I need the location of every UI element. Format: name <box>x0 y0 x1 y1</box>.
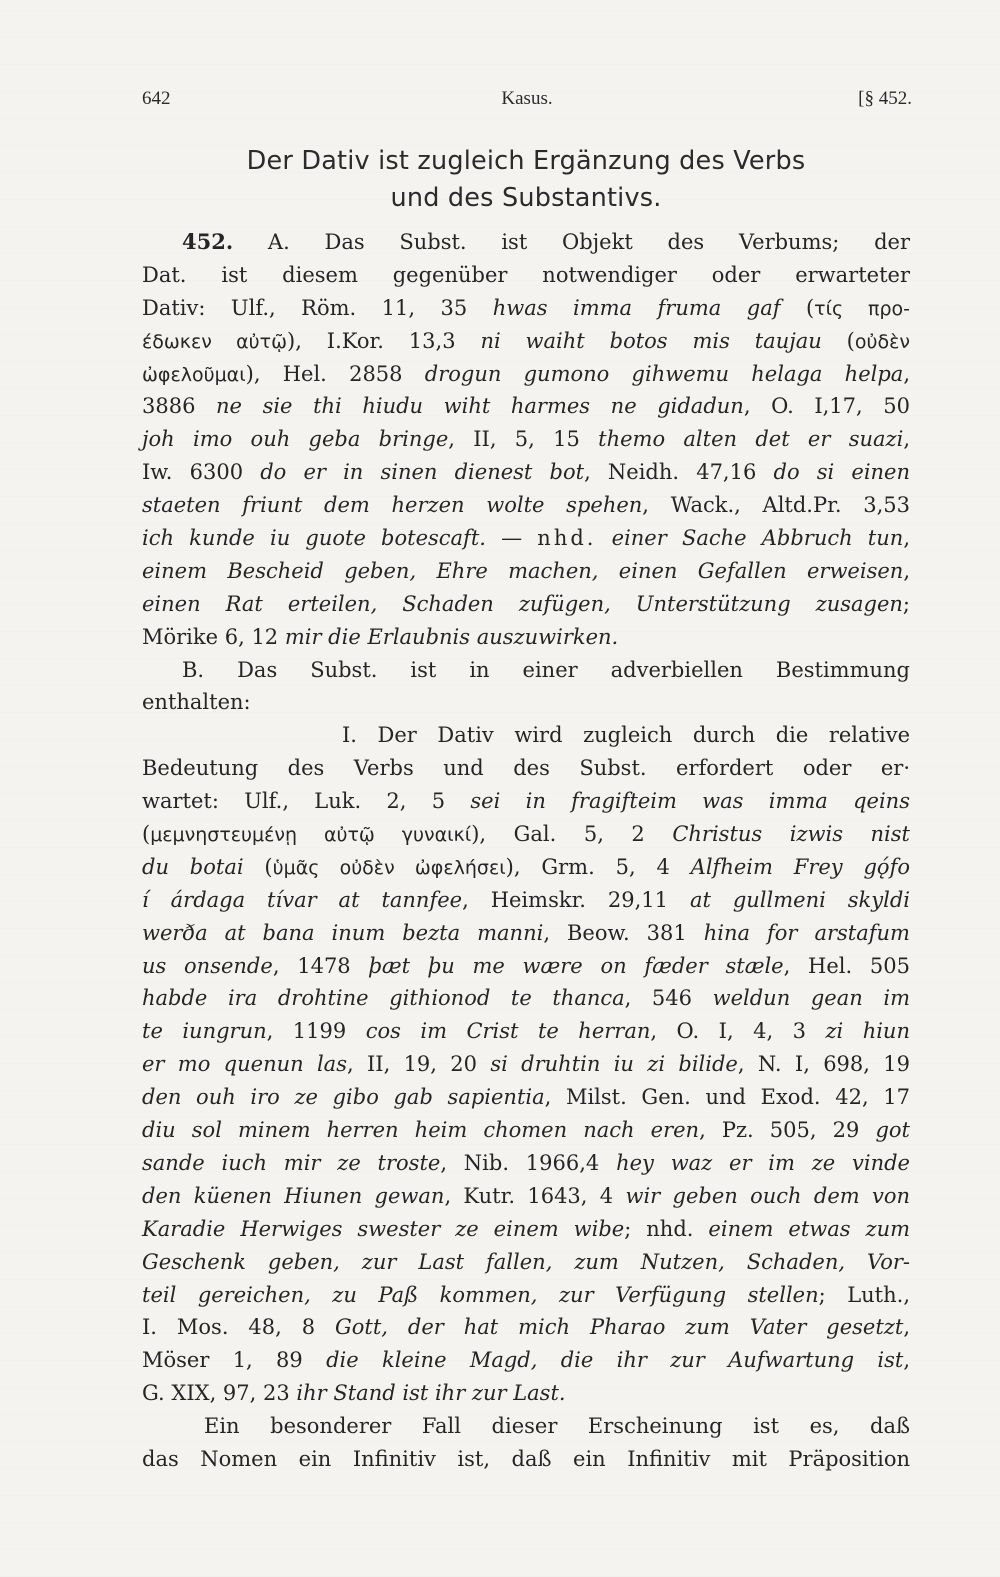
italic-quotation: hey waz er im ze vinde <box>616 1150 910 1175</box>
greek-text: ὑμᾶς οὐδὲν ὠφελήσει <box>272 856 506 879</box>
text-segment: , <box>903 427 910 452</box>
greek-text: οὐδὲν <box>854 330 910 353</box>
section-heading-line-1: Der Dativ ist zugleich Ergänzung des Verbs <box>246 146 806 176</box>
italic-quotation: einer Sache Abbruch tun <box>611 526 904 551</box>
text-segment: , <box>903 526 910 551</box>
text-segment: Möser 1, 89 <box>142 1348 327 1373</box>
italic-quotation: er mo quenun las <box>142 1052 347 1077</box>
body-text <box>142 226 910 1476</box>
italic-quotation: ich kunde iu guote botescaft. <box>142 526 486 551</box>
italic-quotation: joh imo ouh geba bringe <box>142 427 449 452</box>
paragraph-number: 452. <box>182 229 234 254</box>
text-segment: , Milst. Gen. und Exod. 42, 17 <box>544 1085 910 1110</box>
italic-quotation: si druhtin iu zi bilide <box>490 1052 738 1077</box>
greek-text: ὠφελοῦμαι <box>142 363 246 386</box>
greek-text: έδωκεν αὐτῷ <box>142 330 288 353</box>
italic-quotation: hina for arstafum <box>703 920 910 945</box>
text-line <box>142 1213 910 1246</box>
text-segment: , O. I,17, 50 <box>743 394 910 419</box>
italic-quotation: at gullmeni skyldi <box>689 887 910 912</box>
italic-quotation: cos im Crist te herran <box>365 1019 651 1044</box>
text-line <box>142 1377 910 1410</box>
italic-quotation: die kleine Magd, die ihr zur Aufwartung ist <box>326 1348 904 1373</box>
italic-quotation: Christus izwis nist <box>672 822 910 847</box>
section-heading-line-2: und des Substantivs. <box>390 183 662 213</box>
text-segment: I. Der Dativ wird zugleich durch die relative <box>342 723 910 748</box>
text-segment: , 1478 <box>272 953 369 978</box>
text-line <box>142 752 910 785</box>
text-line <box>142 785 910 818</box>
text-line <box>142 358 910 391</box>
running-head <box>142 88 912 112</box>
italic-quotation: wir geben ouch dem von <box>625 1183 911 1208</box>
text-line <box>142 489 910 522</box>
text-line <box>142 982 910 1015</box>
text-segment: , <box>903 1315 910 1340</box>
italic-quotation: Geschenk geben, zur Last fallen, zum Nutzen, Schaden, Vor- <box>142 1249 910 1274</box>
italic-quotation: den ouh iro ze gibo gab sapientia <box>142 1085 545 1110</box>
text-line <box>142 621 910 654</box>
text-line <box>142 654 910 687</box>
text-line <box>142 1311 910 1344</box>
text-segment: G. XIX, 97, 23 <box>142 1381 297 1406</box>
text-line <box>142 226 910 259</box>
text-line <box>142 1147 910 1180</box>
italic-quotation: habde ira drohtine githionod te thanca <box>142 986 625 1011</box>
italic-quotation: drogun gumono gihwemu helaga helpa <box>424 361 904 386</box>
italic-quotation: einen Rat erteilen, Schaden zufügen, Unterstützung zusagen <box>142 591 903 616</box>
text-line <box>142 292 910 325</box>
text-segment: ( <box>821 328 855 353</box>
italic-quotation: got <box>875 1118 910 1143</box>
text-segment: , II, 19, 20 <box>346 1052 491 1077</box>
italic-quotation: zi hiun <box>825 1019 910 1044</box>
text-segment: Ein besonderer Fall dieser Erscheinung ist es, daß <box>204 1414 910 1439</box>
text-segment: Dat. ist diesem gegenüber notwendiger oder erwarteter <box>142 262 910 287</box>
italic-quotation: ne sie thi hiudu wiht harmes ne gidadun <box>216 394 744 419</box>
italic-quotation: teil gereichen, zu Paß kommen, zur Verfügung stellen <box>142 1282 819 1307</box>
text-segment: 3886 <box>142 394 217 419</box>
text-line <box>142 1015 910 1048</box>
text-segment: enthalten: <box>142 690 251 715</box>
italic-quotation: du botai <box>142 854 244 879</box>
text-segment: — <box>485 526 538 551</box>
italic-quotation: einem etwas zum <box>708 1216 911 1241</box>
text-line <box>142 1410 910 1443</box>
text-segment: , Hel. 505 <box>783 953 910 978</box>
italic-quotation: sande iuch mir ze troste <box>142 1150 441 1175</box>
italic-quotation: þæt þu me wære on fæder stæle <box>368 953 784 978</box>
text-segment: , Beow. 381 <box>543 920 704 945</box>
text-segment: , Neidh. 47,16 <box>584 460 774 485</box>
text-line <box>142 1114 910 1147</box>
text-line <box>142 456 910 489</box>
italic-quotation: mir die Erlaubnis auszuwirken. <box>284 624 619 649</box>
text-segment: , Pz. 505, 29 <box>699 1118 876 1143</box>
italic-quotation: í árdaga tívar at tannfee <box>142 887 463 912</box>
italic-quotation: hwas imma fruma gaf <box>492 295 781 320</box>
text-segment: Dativ: Ulf., Röm. 11, 35 <box>142 295 493 320</box>
text-segment: , Kutr. 1643, 4 <box>444 1183 626 1208</box>
italic-quotation: werða at bana inum bezta manni <box>142 920 544 945</box>
italic-quotation: einem Bescheid geben, Ehre machen, einen Gefallen erweisen <box>142 558 904 583</box>
text-line <box>142 423 910 456</box>
text-segment: wartet: Ulf., Luk. 2, 5 <box>142 789 471 814</box>
text-line <box>142 522 910 555</box>
text-segment: , <box>903 361 910 386</box>
text-line <box>142 1246 910 1279</box>
text-segment: B. Das Subst. ist in einer adverbiellen Bestimmung <box>182 657 910 682</box>
text-line <box>142 325 910 358</box>
text-segment: , <box>903 1348 910 1373</box>
text-segment: ), Grm. 5, 4 <box>505 854 691 879</box>
text-segment: Bedeutung des Verbs und des Subst. erfordert oder er· <box>142 756 910 781</box>
text-segment: ; <box>902 591 910 616</box>
text-line <box>142 1443 910 1476</box>
greek-text: μεμνηστευμένῃ αὐτῷ γυναικί <box>150 824 472 847</box>
italic-quotation: staeten friunt dem herzen wolte spehen <box>142 493 643 518</box>
section-heading <box>140 143 912 217</box>
text-segment: , II, 5, 15 <box>448 427 599 452</box>
italic-quotation: do er in sinen dienest bot <box>260 460 585 485</box>
italic-quotation: ni waiht botos mis taujau <box>480 328 822 353</box>
italic-quotation: sei in fragifteim was imma qeins <box>470 789 910 814</box>
text-segment: ; nhd. <box>624 1216 709 1241</box>
section-reference: [§ 452. <box>858 88 912 109</box>
text-line <box>142 390 910 423</box>
text-segment: , Nib. 1966,4 <box>440 1150 617 1175</box>
text-segment: Iw. 6300 <box>142 460 261 485</box>
text-segment: , N. I, 698, 19 <box>737 1052 910 1077</box>
text-segment: , 1199 <box>266 1019 366 1044</box>
text-segment: , <box>903 558 910 583</box>
italic-quotation: Karadie Herwiges swester ze einem wibe <box>142 1216 625 1241</box>
italic-quotation: ihr Stand ist ihr zur Last. <box>296 1381 566 1406</box>
text-segment: ), Hel. 2858 <box>245 361 425 386</box>
text-segment: ; Luth., <box>818 1282 910 1307</box>
italic-quotation: te iungrun <box>142 1019 267 1044</box>
text-segment: Mörike 6, 12 <box>142 624 285 649</box>
italic-quotation: do si einen <box>773 460 911 485</box>
text-line <box>142 884 910 917</box>
text-segment: ), Gal. 5, 2 <box>471 822 673 847</box>
text-line <box>142 818 910 851</box>
text-line <box>142 686 910 719</box>
text-line <box>142 1344 910 1377</box>
text-segment <box>596 526 611 550</box>
text-segment: ( <box>243 854 273 879</box>
text-segment: I. Mos. 48, 8 <box>142 1315 336 1340</box>
text-line <box>142 851 910 884</box>
text-line <box>142 719 910 752</box>
text-line <box>142 917 910 950</box>
text-line <box>142 1081 910 1114</box>
text-segment: , Wack., Altd.Pr. 3,53 <box>642 493 910 518</box>
text-segment: ( <box>142 822 151 847</box>
text-line <box>142 588 910 621</box>
text-line <box>142 950 910 983</box>
italic-quotation: themo alten det er suazi <box>598 427 904 452</box>
italic-quotation: diu sol minem herren heim chomen nach eren <box>142 1118 700 1143</box>
text-segment: das Nomen ein Infinitiv ist, daß ein Infinitiv mit Präposition <box>142 1446 910 1471</box>
text-segment: ( <box>780 295 815 320</box>
italic-quotation: Alfheim Frey gǫ́fo <box>690 854 910 879</box>
text-line <box>142 1180 910 1213</box>
text-line <box>142 1048 910 1081</box>
greek-text: τίς προ- <box>814 297 911 320</box>
italic-quotation: Gott, der hat mich Pharao zum Vater gesetzt <box>335 1315 904 1340</box>
text-line <box>142 259 910 292</box>
italic-quotation: weldun gean im <box>712 986 910 1011</box>
italic-quotation: us onsende <box>142 953 273 978</box>
text-segment: A. Das Subst. ist Objekt des Verbums; der <box>233 230 910 254</box>
text-segment: ), I.Kor. 13,3 <box>287 328 481 353</box>
text-segment: , 546 <box>624 986 713 1011</box>
text-segment: , Heimskr. 29,11 <box>462 887 690 912</box>
running-title: Kasus. <box>501 88 553 109</box>
text-line <box>142 555 910 588</box>
text-segment: , O. I, 4, 3 <box>650 1019 826 1044</box>
italic-quotation: den küenen Hiunen gewan <box>142 1183 445 1208</box>
text-segment: nhd. <box>537 526 597 551</box>
text-line <box>142 1279 910 1312</box>
page-number: 642 <box>142 88 171 109</box>
